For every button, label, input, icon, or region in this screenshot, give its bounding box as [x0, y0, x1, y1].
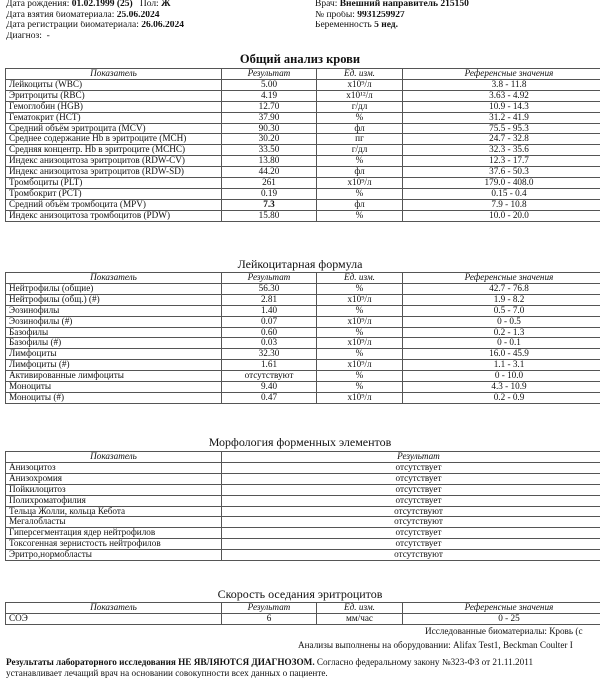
table-row — [6, 178, 600, 189]
col-result: Результат — [222, 452, 600, 463]
diag-value: - — [46, 31, 50, 41]
disclaimer-line2: устанавливает лечащий врач на основании совокупности всех данных о пациенте. — [6, 668, 328, 678]
col-ref: Референсные значения — [403, 69, 600, 80]
disclaimer-rest: Согласно федеральному закону №323-ФЗ от 21.11.2011 — [314, 658, 534, 667]
param-cell: Мегалобласты — [6, 517, 222, 528]
result-cell: отсутствуют — [222, 506, 600, 517]
unit-cell: фл — [317, 167, 403, 178]
dob-label: Дата рождения: — [6, 0, 70, 9]
table-row — [6, 550, 600, 561]
unit-cell: % — [317, 283, 403, 294]
esr-table — [5, 602, 600, 625]
ref-cell: 0 - 10.0 — [403, 371, 600, 382]
unit-cell: пг — [317, 134, 403, 145]
unit-cell: x10⁹/л — [317, 316, 403, 327]
pregnancy-value: 5 нед. — [374, 21, 398, 30]
param-cell: Лейкоциты (WBC) — [6, 79, 222, 90]
ref-cell: 0 - 25 — [403, 613, 600, 624]
ref-cell: 32.3 - 35.6 — [403, 145, 600, 156]
unit-cell: % — [317, 188, 403, 199]
unit-cell: % — [317, 156, 403, 167]
biomaterial-line — [0, 627, 600, 639]
ref-cell: 179.0 - 408.0 — [403, 178, 600, 189]
ref-cell: 75.5 - 95.3 — [403, 123, 600, 134]
table-row — [6, 392, 600, 403]
esr-header-row — [6, 603, 600, 614]
unit-cell: x10⁹/л — [317, 392, 403, 403]
equipment-line — [0, 641, 600, 653]
param-cell: Эритро,нормобласты — [6, 550, 222, 561]
unit-cell: мм/час — [317, 613, 403, 624]
table-row — [6, 167, 600, 178]
morph-table — [5, 451, 600, 561]
ref-cell: 37.6 - 50.3 — [403, 167, 600, 178]
collect-value: 25.06.2024 — [116, 10, 160, 20]
disclaimer-bold: Результаты лабораторного исследования НЕ ЯВЛЯЮТСЯ ДИАГНОЗОМ. — [6, 658, 315, 667]
ref-cell: 3.63 - 4.92 — [403, 90, 600, 101]
ref-cell: 0 - 0.5 — [403, 316, 600, 327]
param-cell: Гематокрит (HCT) — [6, 112, 222, 123]
unit-cell: г/дл — [317, 145, 403, 156]
unit-cell: % — [317, 371, 403, 382]
table-row — [6, 210, 600, 221]
doctor-label: Врач: — [315, 0, 338, 9]
ref-cell: 31.2 - 41.9 — [403, 112, 600, 123]
param-cell: Тромбокрит (PCT) — [6, 188, 222, 199]
result-cell: 7.3 — [222, 199, 317, 210]
unit-cell: % — [317, 305, 403, 316]
result-cell: 37.90 — [222, 112, 317, 123]
table-row — [6, 484, 600, 495]
param-cell: Индекс анизоцитоза эритроцитов (RDW-SD) — [6, 167, 222, 178]
col-unit: Ед. изм. — [317, 603, 403, 614]
table-row — [6, 156, 600, 167]
result-cell: отсутствует — [222, 462, 600, 473]
ref-cell: 0.5 - 7.0 — [403, 305, 600, 316]
collect-label: Дата взятия биоматериала: — [6, 10, 115, 20]
result-cell: 0.47 — [222, 392, 317, 403]
param-cell: Моноциты (#) — [6, 392, 222, 403]
ref-cell: 10.0 - 20.0 — [403, 210, 600, 221]
ref-cell: 0.15 - 0.4 — [403, 188, 600, 199]
cbc-header-row — [6, 69, 600, 80]
result-cell: отсутствуют — [222, 550, 600, 561]
cbc-title: Общий анализ крови — [239, 52, 361, 66]
table-row — [6, 506, 600, 517]
ref-cell: 0 - 0.1 — [403, 338, 600, 349]
table-row — [6, 90, 600, 101]
table-row — [6, 382, 600, 393]
table-row — [6, 134, 600, 145]
sex-label: Пол: — [139, 0, 159, 9]
result-cell: 2.81 — [222, 294, 317, 305]
doctor-value: Внешний направитель 215150 — [339, 0, 469, 9]
result-cell: 32.30 — [222, 349, 317, 360]
result-cell: отсутствуют — [222, 371, 317, 382]
param-cell: Нейтрофилы (общ.) (#) — [6, 294, 222, 305]
param-cell: Среднее содержание Hb в эритроците (MCH) — [6, 134, 222, 145]
collect-line — [6, 11, 306, 22]
ref-cell: 42.7 - 76.8 — [403, 283, 600, 294]
param-cell: Тромбоциты (PLT) — [6, 178, 222, 189]
sex-value: Ж — [161, 0, 171, 9]
param-cell: Моноциты — [6, 382, 222, 393]
leuko-title: Лейкоцитарная формула — [237, 257, 363, 271]
pregnancy-line — [315, 21, 600, 32]
param-cell: Средняя концентр. Hb в эритроците (MCHC) — [6, 145, 222, 156]
col-result: Результат — [222, 69, 317, 80]
param-cell: Эозинофилы — [6, 305, 222, 316]
unit-cell: x10⁹/л — [317, 178, 403, 189]
param-cell: Токсогенная зернистость нейтрофилов — [6, 539, 222, 550]
result-cell: 4.19 — [222, 90, 317, 101]
unit-cell: x10¹²/л — [317, 90, 403, 101]
ref-cell: 10.9 - 14.3 — [403, 101, 600, 112]
table-row — [6, 101, 600, 112]
table-row — [6, 79, 600, 90]
col-result: Результат — [222, 273, 317, 284]
result-cell: 56.30 — [222, 283, 317, 294]
ref-cell: 7.9 - 10.8 — [403, 199, 600, 210]
table-row — [6, 613, 600, 624]
diag-line — [6, 32, 306, 43]
result-cell: 6 — [222, 613, 317, 624]
param-cell: Индекс анизоцитоза эритроцитов (RDW-CV) — [6, 156, 222, 167]
param-cell: Средний объём тромбоцита (MPV) — [6, 199, 222, 210]
result-cell: 9.40 — [222, 382, 317, 393]
result-cell: 12.70 — [222, 101, 317, 112]
param-cell: Анизоцитоз — [6, 462, 222, 473]
result-cell: 33.50 — [222, 145, 317, 156]
result-cell: 0.60 — [222, 327, 317, 338]
param-cell: Гемоглобин (HGB) — [6, 101, 222, 112]
dob-line — [6, 0, 306, 11]
param-cell: Лимфоциты (#) — [6, 360, 222, 371]
result-cell: отсутствует — [222, 484, 600, 495]
sample-line — [315, 11, 600, 22]
table-row — [6, 199, 600, 210]
param-cell: Тельца Жолли, кольца Кебота — [6, 506, 222, 517]
param-cell: Эозинофилы (#) — [6, 316, 222, 327]
result-cell: 0.07 — [222, 316, 317, 327]
equipment-text: Анализы выполнены на оборудовании: Alifax Test1, Beckman Coulter I — [298, 641, 573, 650]
result-cell: 261 — [222, 178, 317, 189]
result-cell: 0.19 — [222, 188, 317, 199]
morph-title: Морфология форменных элементов — [208, 435, 392, 449]
result-cell: 1.61 — [222, 360, 317, 371]
param-cell: Активированные лимфоциты — [6, 371, 222, 382]
diag-label: Диагноз: — [6, 31, 42, 41]
unit-cell: % — [317, 112, 403, 123]
param-cell: Базофилы — [6, 327, 222, 338]
unit-cell: x10⁹/л — [317, 360, 403, 371]
ref-cell: 1.1 - 3.1 — [403, 360, 600, 371]
result-cell: отсутствует — [222, 495, 600, 506]
table-row — [6, 371, 600, 382]
ref-cell: 0.2 - 0.9 — [403, 392, 600, 403]
ref-cell: 3.8 - 11.8 — [403, 79, 600, 90]
result-cell: 90.30 — [222, 123, 317, 134]
col-ref: Референсные значения — [403, 273, 600, 284]
unit-cell: % — [317, 382, 403, 393]
table-row — [6, 145, 600, 156]
param-cell: Эритроциты (RBC) — [6, 90, 222, 101]
table-row — [6, 528, 600, 539]
table-row — [6, 123, 600, 134]
sample-label: № пробы: — [315, 10, 355, 20]
unit-cell: г/дл — [317, 101, 403, 112]
unit-cell: фл — [317, 199, 403, 210]
unit-cell: x10⁹/л — [317, 294, 403, 305]
table-row — [6, 338, 600, 349]
table-row — [6, 349, 600, 360]
reg-label: Дата регистрации биоматериала: — [6, 21, 139, 30]
result-cell: 13.80 — [222, 156, 317, 167]
col-param: Показатель — [6, 452, 222, 463]
table-row — [6, 283, 600, 294]
param-cell: Лимфоциты — [6, 349, 222, 360]
table-row — [6, 316, 600, 327]
table-row — [6, 462, 600, 473]
leuko-header-row — [6, 273, 600, 284]
table-row — [6, 188, 600, 199]
reg-value: 26.06.2024 — [141, 21, 184, 30]
param-cell: Анизохромия — [6, 473, 222, 484]
result-cell: 1.40 — [222, 305, 317, 316]
col-unit: Ед. изм. — [317, 69, 403, 80]
result-cell: 30.20 — [222, 134, 317, 145]
sample-value: 9931259927 — [357, 10, 405, 20]
col-result: Результат — [222, 603, 317, 614]
unit-cell: % — [317, 210, 403, 221]
param-cell: СОЭ — [6, 613, 222, 624]
table-row — [6, 495, 600, 506]
param-cell: Индекс анизоцитоза тромбоцитов (PDW) — [6, 210, 222, 221]
table-row — [6, 360, 600, 371]
result-cell: отсутствует — [222, 473, 600, 484]
col-unit: Ед. изм. — [317, 273, 403, 284]
dob-value: 01.02.1999 (25) — [71, 0, 133, 9]
ref-cell: 4.3 - 10.9 — [403, 382, 600, 393]
reg-line — [6, 21, 306, 32]
table-row — [6, 473, 600, 484]
disclaimer — [6, 658, 600, 680]
biomaterial-text: Исследованные биоматериалы: Кровь (с — [425, 627, 583, 636]
col-param: Показатель — [6, 273, 222, 284]
result-cell: 5.00 — [222, 79, 317, 90]
table-row — [6, 517, 600, 528]
unit-cell: x10⁹/л — [317, 79, 403, 90]
result-cell: 0.03 — [222, 338, 317, 349]
result-cell: 44.20 — [222, 167, 317, 178]
table-row — [6, 327, 600, 338]
param-cell: Базофилы (#) — [6, 338, 222, 349]
morph-header-row — [6, 452, 600, 463]
param-cell: Полихроматофилия — [6, 495, 222, 506]
unit-cell: фл — [317, 123, 403, 134]
result-cell: отсутствуют — [222, 517, 600, 528]
param-cell: Нейтрофилы (общие) — [6, 283, 222, 294]
param-cell: Пойкилоцитоз — [6, 484, 222, 495]
table-row — [6, 294, 600, 305]
result-cell: отсутствует — [222, 539, 600, 550]
doctor-line — [315, 0, 600, 11]
esr-title: Скорость оседания эритроцитов — [217, 587, 383, 601]
result-cell: отсутствует — [222, 528, 600, 539]
ref-cell: 0.2 - 1.3 — [403, 327, 600, 338]
ref-cell: 24.7 - 32.8 — [403, 134, 600, 145]
col-ref: Референсные значения — [403, 603, 600, 614]
param-cell: Средний объём эритроцита (MCV) — [6, 123, 222, 134]
param-cell: Гиперсегментация ядер нейтрофилов — [6, 528, 222, 539]
col-param: Показатель — [6, 603, 222, 614]
ref-cell: 12.3 - 17.7 — [403, 156, 600, 167]
unit-cell: x10⁹/л — [317, 338, 403, 349]
table-row — [6, 539, 600, 550]
table-row — [6, 305, 600, 316]
col-param: Показатель — [6, 69, 222, 80]
ref-cell: 1.9 - 8.2 — [403, 294, 600, 305]
unit-cell: % — [317, 327, 403, 338]
leuko-table — [5, 272, 600, 404]
result-cell: 15.80 — [222, 210, 317, 221]
patient-header — [6, 0, 600, 46]
cbc-table — [5, 68, 600, 222]
unit-cell: % — [317, 349, 403, 360]
pregnancy-label: Беременность — [315, 21, 372, 30]
ref-cell: 16.0 - 45.9 — [403, 349, 600, 360]
table-row — [6, 112, 600, 123]
